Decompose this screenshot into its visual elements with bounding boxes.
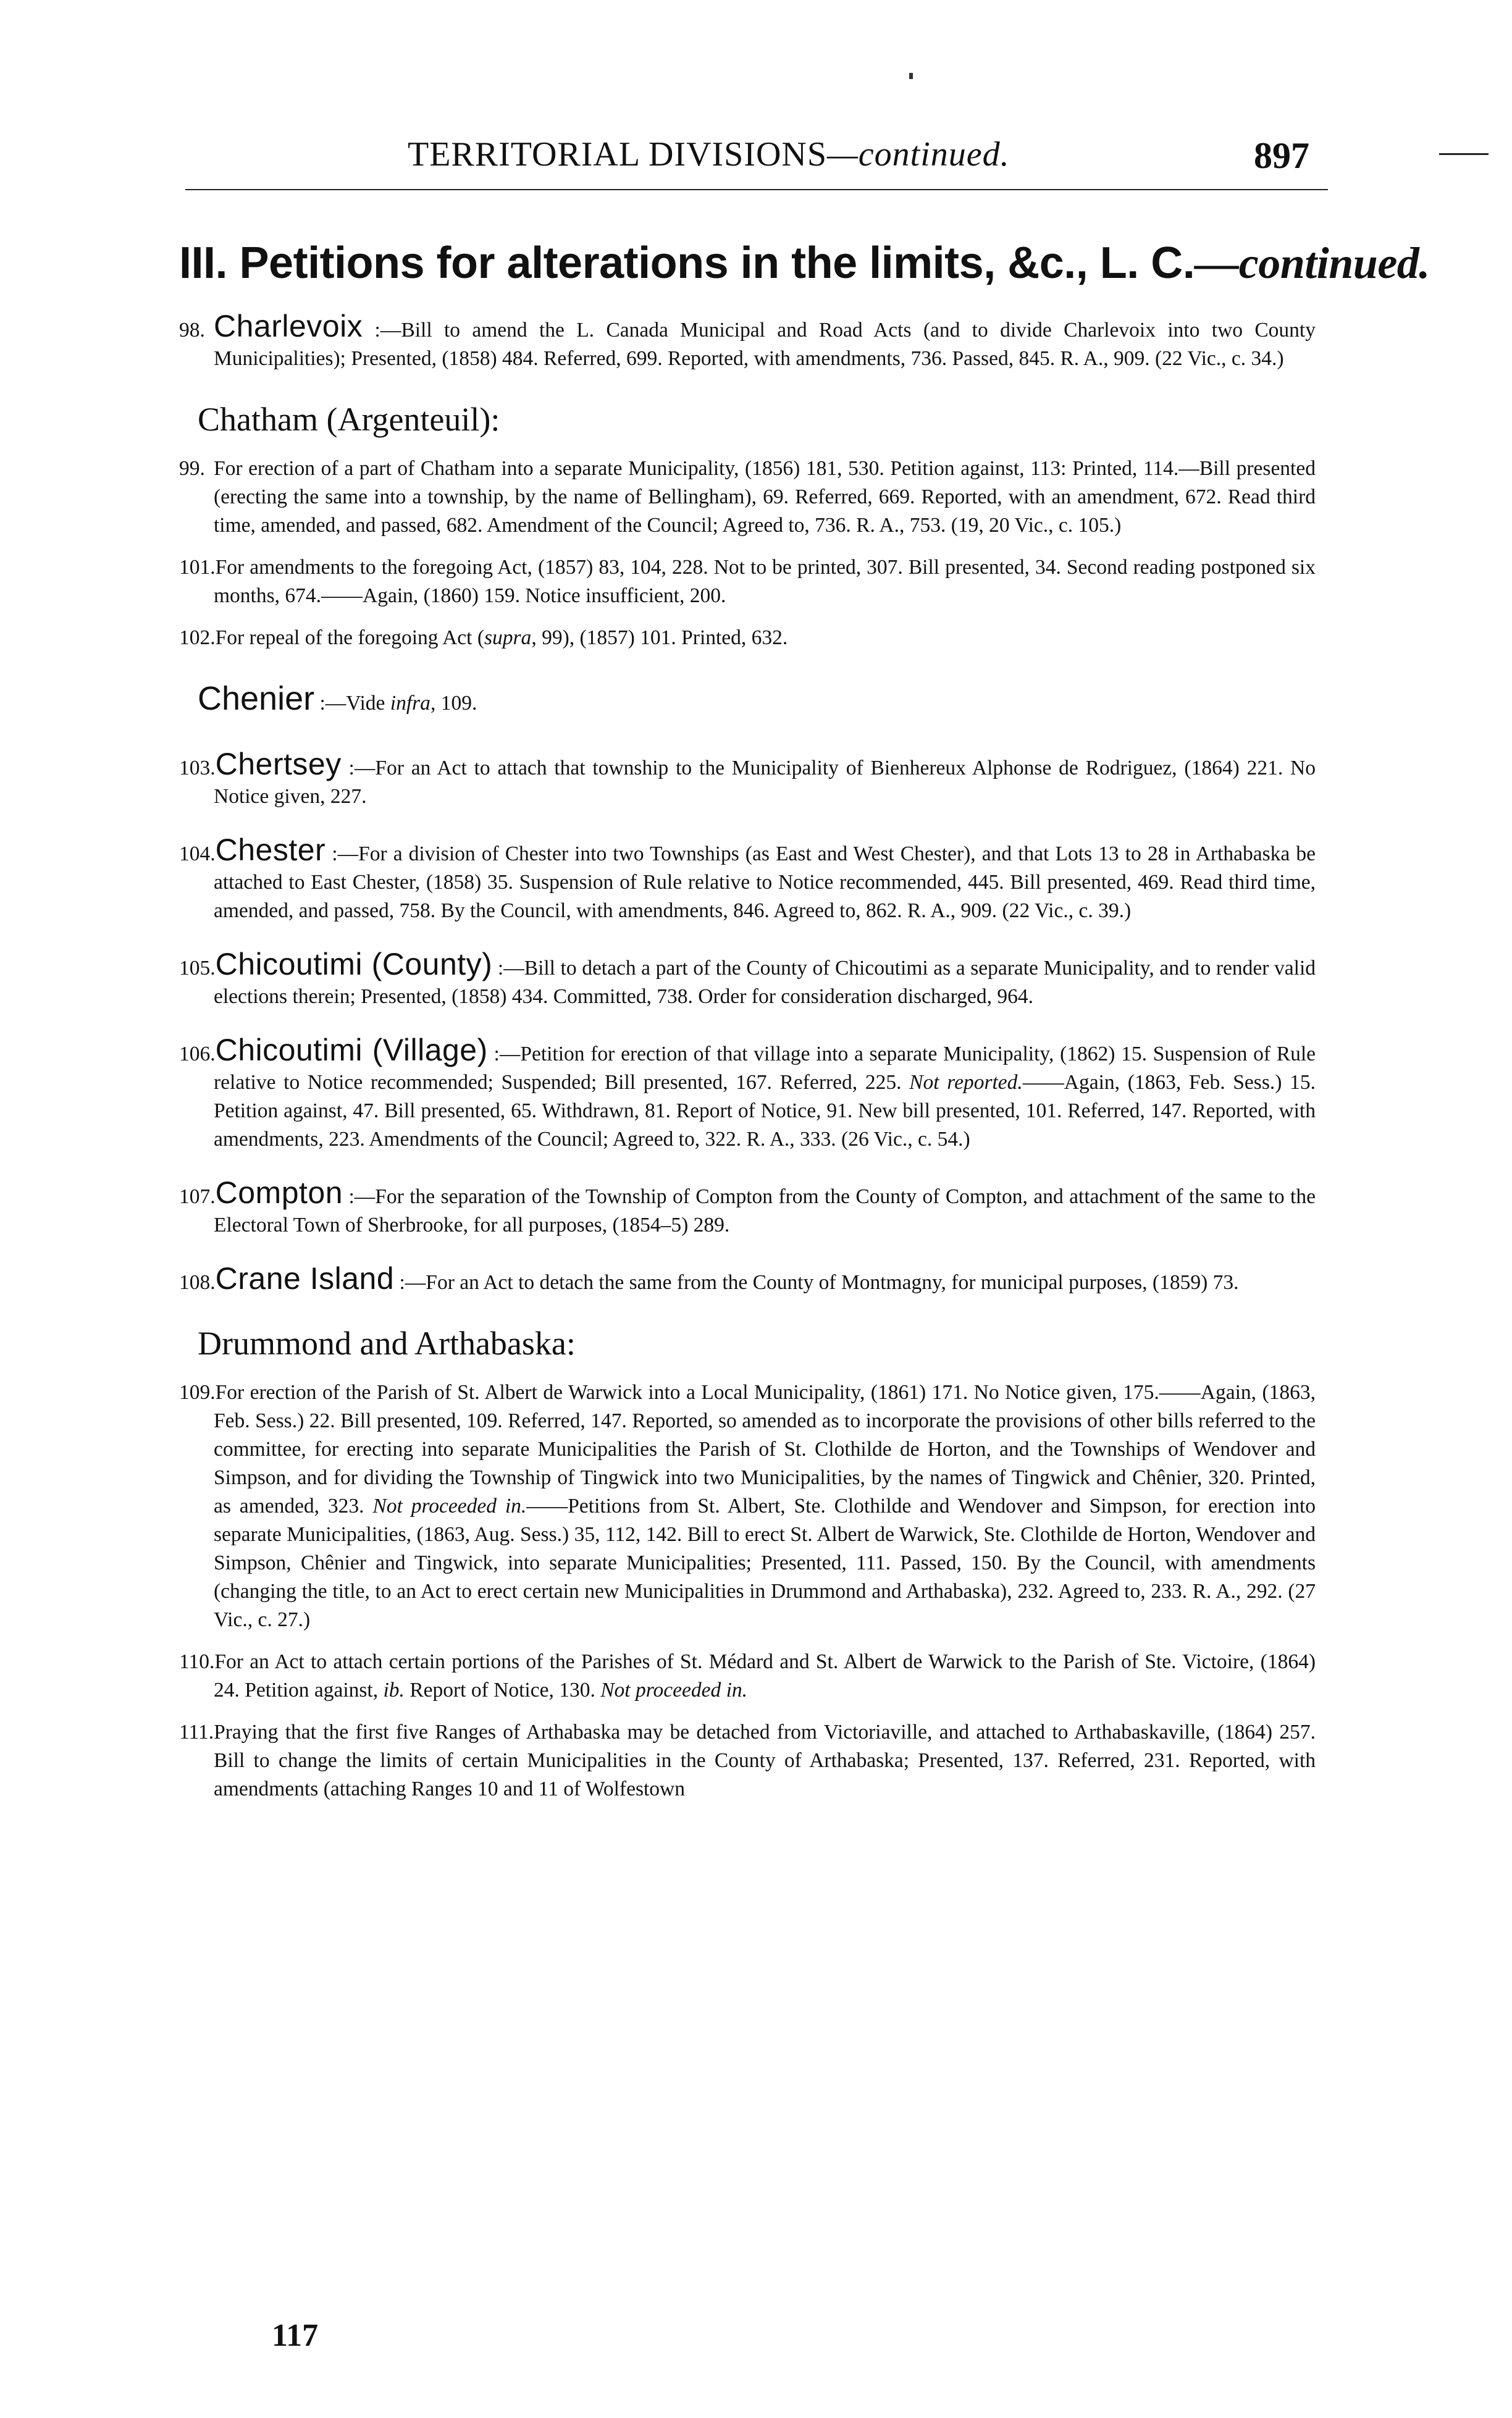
entry-text: For amendments to the foregoing Act, (1857) 83, 104, 228. Not to be printed, 307. Bill presented, 34. Second reading postponed six months, 674.——Again, (1860) 159. Notice insufficient, 200.: [214, 556, 1316, 607]
running-head: [185, 135, 1328, 190]
entry-text: For repeal of the foregoing Act (: [215, 626, 484, 649]
entry-text-cont: , 99), (1857) 101. Printed, 632.: [531, 626, 788, 649]
entry-108: [179, 1261, 1316, 1297]
entry-text: :—For a division of Chester into two Townships (as East and West Chester), and that Lots 13 to 28 in Arthabaska be attached to East Chester, (1858) 35. Suspension of Rule relative to Notice recommended, 445. Bill presented, 469. Read third time, amended, and passed, 758. By the Council, with amendments, 846. Agreed to, 862. R. A., 909. (22 Vic., c. 39.): [214, 842, 1316, 922]
entry-number: 108.: [179, 1271, 216, 1294]
entry-text-cont: ——Again, (1863, Feb. Sess.) 15. Petition against, 47. Bill presented, 65. Withdrawn, 81. Report of Notice, 91. New bill presented, 101. Referred, 147. Reported, with amendments, 223. Amendments of the Council; Agreed to, 322. R. A., 333. (26 Vic., c. 54.): [214, 1071, 1316, 1151]
entry-place-name: Compton: [215, 1175, 343, 1210]
print-speck: [909, 73, 913, 79]
entry-text: :—For the separation of the Township of Compton from the County of Compton, and attachment of the same to the Electoral Town of Sherbrooke, for all purposes, (1854–5) 289.: [214, 1185, 1316, 1236]
entry-text: For an Act to attach certain portions of the Parishes of St. Médard and St. Albert de Warwick to the Parish of Ste. Victoire, (1864) 24. Petition against,: [214, 1650, 1316, 1702]
entry-ibid: ib.: [383, 1679, 405, 1702]
entry-110: [179, 1648, 1316, 1705]
entry-102: [179, 624, 1316, 652]
entry-number: 109.: [179, 1381, 216, 1404]
entry-text-cont: Report of Notice, 130.: [404, 1679, 601, 1702]
entry-98: [179, 309, 1316, 373]
entry-text: :—Petition for erection of that village into a separate Municipality, (1862) 15. Suspension of Rule relative to Notice recommended; Suspended; Bill presented, 167. Referred, 225.: [214, 1043, 1316, 1094]
entry-italic: supra: [484, 626, 532, 649]
entry-106: [179, 1033, 1316, 1154]
cross-reference: [314, 692, 477, 715]
cross-reference-italic: infra: [390, 692, 430, 715]
entry-105: [179, 947, 1316, 1011]
entry-text: For erection of the Parish of St. Albert de Warwick into a Local Municipality, (1861) 171. No Notice given, 175.——Again, (1863, Feb. Sess.) 22. Bill presented, 109. Referred, 147. Reported, so amended as to incorporate the provisions of other bills referred to the committee, for erecting into separate Municipalities the Parish of St. Clothilde de Horton, and the Townships of Wendover and Simpson, and for dividing the Township of Tingwick into two Municipalities, by the names of Tingwick and Chênier, 320. Printed, as amended, 323.: [214, 1381, 1316, 1518]
cross-reference-number: , 109.: [430, 692, 477, 715]
entry-place-name: Chertsey: [215, 747, 342, 781]
entry-number: 105.: [179, 957, 216, 980]
entry-99: [179, 455, 1316, 540]
entry-number: 102.: [179, 626, 216, 649]
subhead-chatham: Chatham (Argenteuil):: [198, 401, 500, 438]
entry-number: 106.: [179, 1043, 216, 1065]
running-title-suffix: —continued.: [826, 135, 1010, 174]
entry-111: [179, 1718, 1316, 1803]
entry-number: 107.: [179, 1185, 216, 1208]
entry-number: 110.: [179, 1650, 215, 1673]
subhead-text: Chenier: [198, 680, 315, 717]
entry-text: :—Bill to detach a part of the County of Chicoutimi as a separate Municipality, and to render valid elections therein; Presented, (1858) 434. Committed, 738. Order for consideration discharged, 964.: [214, 957, 1316, 1008]
entry-text: :—For an Act to detach the same from the County of Montmagny, for municipal purposes, (1859) 73.: [394, 1271, 1239, 1294]
section-heading-suffix: —continued.: [1195, 238, 1430, 288]
running-title-text: TERRITORIAL DIVISIONS: [408, 135, 827, 174]
subhead-drummond-arthabaska: Drummond and Arthabaska:: [198, 1325, 576, 1362]
entry-italic: Not proceeded in.: [600, 1679, 748, 1702]
entry-number: 98.: [179, 319, 205, 342]
entry-place-name: Crane Island: [215, 1261, 395, 1296]
entry-text-cont: ——Petitions from St. Albert, Ste. Clothilde and Wendover and Simpson, for erection into separate Municipalities, (1863, Aug. Sess.) 35, 112, 142. Bill to erect St. Albert de Warwick, Ste. Clothilde de Horton, Wendover and Simpson, Chênier and Tingwick, into separate Municipalities; Presented, 111. Passed, 150. By the Council, with amendments (changing the title, to an Act to erect certain new Municipalities in Drummond and Arthabaska), 232. Agreed to, 233. R. A., 292. (27 Vic., c. 27.): [214, 1495, 1316, 1631]
entry-text: :—Bill to amend the L. Canada Municipal and Road Acts (and to divide Charlevoix into two County Municipalities); Presented, (1858) 484. Referred, 699. Reported, with amendments, 736. Passed, 845. R. A., 909. (22 Vic., c. 34.): [214, 319, 1316, 370]
page-number: 897: [1254, 135, 1309, 176]
header-rule: [185, 189, 1328, 190]
entry-text: :—For an Act to attach that township to the Municipality of Bienhereux Alphonse de Rodriguez, (1864) 221. No Notice given, 227.: [214, 757, 1316, 808]
entry-number: 104.: [179, 842, 216, 865]
entry-number: 111.: [179, 1721, 214, 1744]
entry-place-name: Chester: [215, 833, 326, 867]
entry-109: [179, 1379, 1316, 1634]
running-title: [408, 135, 1010, 174]
section-heading-text: III. Petitions for alterations in the limits, &c., L. C.: [179, 238, 1195, 288]
subhead-chenier: [179, 677, 1316, 725]
entry-104: [179, 833, 1316, 925]
entries-list: [179, 309, 1316, 1803]
entry-italic: Not proceeded in.: [372, 1495, 527, 1518]
entry-text: For erection of a part of Chatham into a separate Municipality, (1856) 181, 530. Petition against, 113: Printed, 114.—Bill presented (erecting the same into a township, by the name of Bellingham), 69. Referred, 669. Reported, with an amendment, 672. Read third time, amended, and passed, 682. Amendment of the Council; Agreed to, 736. R. A., 753. (19, 20 Vic., c. 105.): [214, 457, 1316, 537]
entry-text: Praying that the first five Ranges of Arthabaska may be detached from Victoriaville, and attached to Arthabaskaville, (1864) 257. Bill to change the limits of certain Municipalities in the County of Arthabaska; Presented, 137. Referred, 231. Reported, with amendments (attaching Ranges 10 and 11 of Wolfestown: [214, 1721, 1316, 1800]
entry-number: 101.: [179, 556, 216, 579]
entry-place-name: Chicoutimi (Village): [215, 1033, 488, 1067]
signature-mark: 117: [272, 2318, 319, 2353]
section-heading: [179, 238, 1430, 289]
entry-101: [179, 553, 1316, 610]
entry-number: 99.: [179, 457, 205, 480]
cross-reference-text: :—Vide: [314, 692, 390, 715]
entry-107: [179, 1175, 1316, 1240]
entry-103: [179, 747, 1316, 811]
entry-place-name: Charlevoix: [214, 309, 363, 343]
entry-number: 103.: [179, 757, 216, 779]
margin-dash: [1439, 153, 1489, 155]
entry-place-name: Chicoutimi (County): [215, 947, 493, 981]
entry-italic: Not reported.: [909, 1071, 1023, 1094]
